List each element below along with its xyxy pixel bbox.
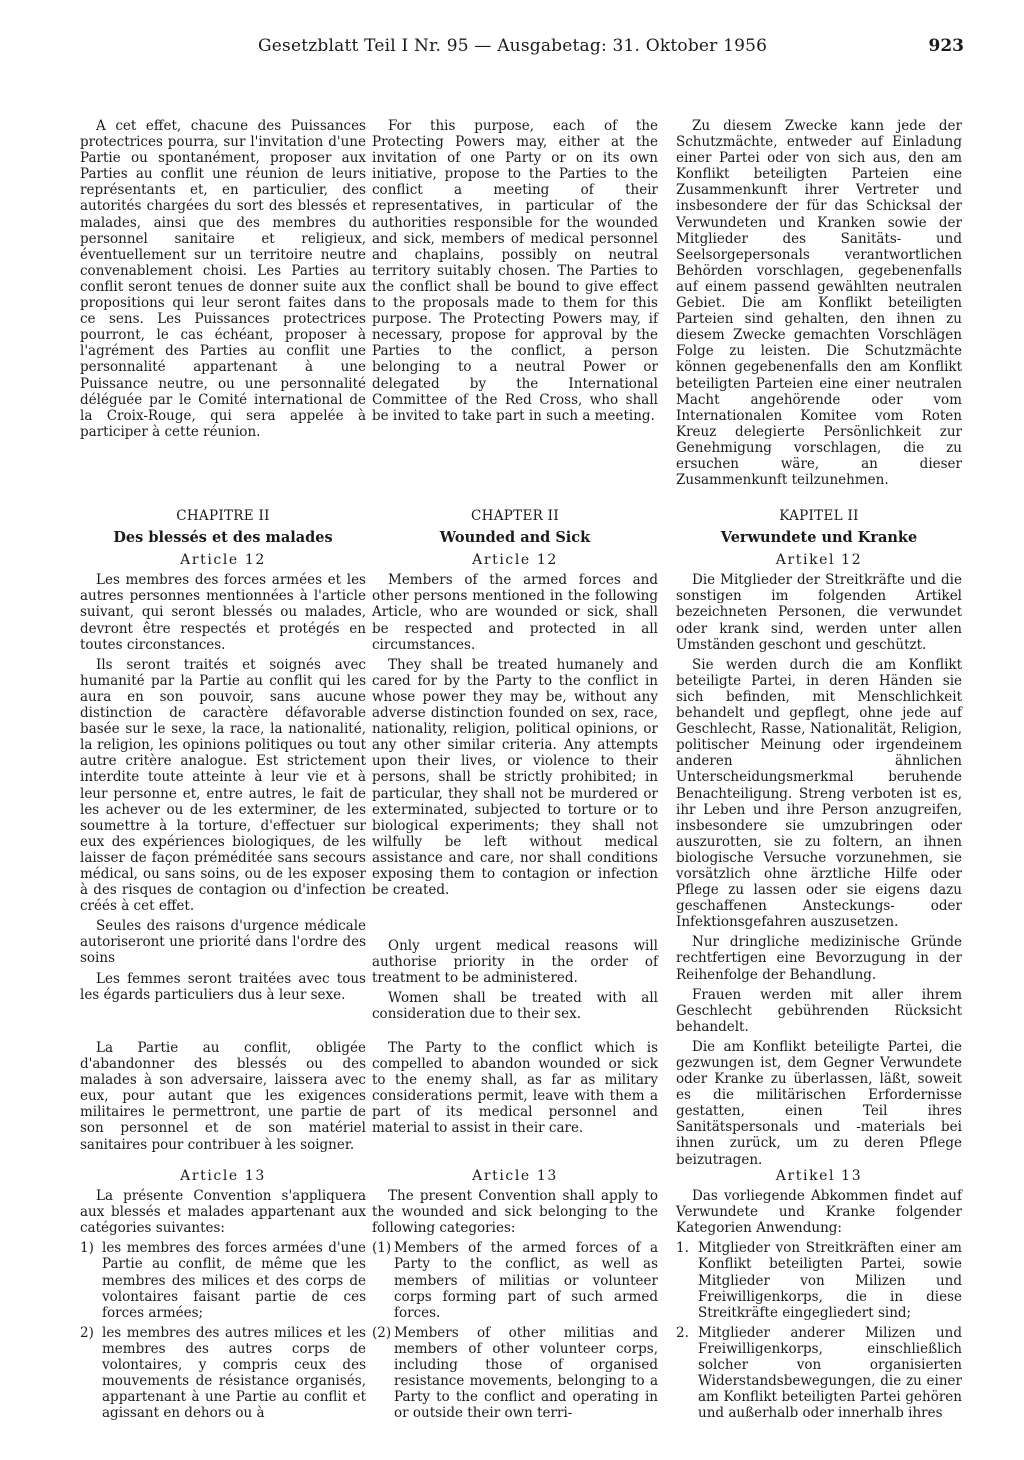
german-chapter-heading: KAPITEL II — [779, 508, 859, 524]
english-article-13-heading: Article 13 — [472, 1168, 558, 1184]
german-intro-block — [676, 118, 962, 492]
german-article-12-heading: Artikel 12 — [775, 552, 863, 569]
english-art12-para4: Women shall be treated with all consideration due to their sex. — [372, 990, 658, 1023]
french-art13-intro: La présente Convention s'appliquera aux blessés et malades appartenant aux catégories suivantes: — [80, 1188, 366, 1237]
english-category-2 — [372, 1325, 658, 1422]
french-article-13-block — [80, 1168, 366, 1425]
french-art12-para5: La Partie au conflit, obligée d'abandonner des blessés ou des malades à son adversaire, laissera avec eux, pour autant que les exigences militaires le permettront, une partie de son personnel et de son matériel sanitaires pour contribuer à les soigner. — [80, 1040, 366, 1153]
english-chapter-block — [372, 508, 658, 902]
german-chapter-block — [676, 508, 962, 1172]
french-intro-block — [80, 118, 366, 444]
german-category-1-text: Mitglieder von Streitkräften einer am Konflikt beteiligten Partei, sowie Mitglieder von Milizen und Freiwilligenkorps, die in diese Streitkräfte eingegliedert sind; — [698, 1240, 962, 1321]
french-intro: A cet effet, chacune des Puissances protectrices pourra, sur l'invitation d'une Partie ou spontanément, proposer aux Parties au conflit une réunion de leurs représentants et, en particulier, des autorités chargées du sort des blessés et malades, ainsi que des membres du personnel sanitaire et religieux, éventuellement sur un territoire neutre convenablement choisi. Les Parties au conflit seront tenues de donner suite aux propositions qui leur seront faites dans ce sens. Les Puissances protectrices pourront, le cas échéant, proposer à l'agrément des Parties au conflit une personnalité appartenant à une Puissance neutre, ou une personnalité déléguée par le Comité international de la Croix-Rouge, qui sera appelée à participer à cette réunion. — [80, 118, 366, 440]
english-art12-para5: The Party to the conflict which is compelled to abandon wounded or sick to the enemy shall, as far as military considerations permit, leave with them a part of its medical personnel and material to assist in their care. — [372, 1040, 658, 1137]
english-art13-intro: The present Convention shall apply to the wounded and sick belonging to the following categories: — [372, 1188, 658, 1237]
english-article-13-block — [372, 1168, 658, 1425]
french-category-1-number: 1) — [80, 1240, 94, 1257]
german-category-2 — [676, 1325, 962, 1422]
page-number: 923 — [928, 36, 964, 56]
english-intro-block — [372, 118, 658, 428]
english-chapter-title: Wounded and Sick — [439, 529, 591, 547]
english-art12-para3: Only urgent medical reasons will authorise priority in the order of treatment to be administered. — [372, 938, 658, 987]
french-art12-para3: Seules des raisons d'urgence médicale autoriseront une priorité dans l'ordre des soins — [80, 918, 366, 967]
french-category-1 — [80, 1240, 366, 1320]
german-chapter-title: Verwundete und Kranke — [720, 529, 918, 547]
english-art12-para5-block — [372, 1040, 658, 1141]
english-category-1-text: Members of the armed forces of a Party to the conflict, as well as members of militias or volunteer corps forming part of such armed forces. — [394, 1240, 658, 1321]
french-chapter-block — [80, 508, 366, 1007]
french-art12-para1: Les membres des forces armées et les autres personnes mentionnées à l'article suivant, qui seront blessés ou malades, devront être respectés et protégés en toutes circonstances. — [80, 572, 366, 653]
french-art12-para4: Les femmes seront traitées avec tous les égards particuliers dus à leur sexe. — [80, 970, 366, 1003]
french-category-2-number: 2) — [80, 1324, 94, 1341]
german-category-1 — [676, 1240, 962, 1320]
english-category-1 — [372, 1240, 658, 1320]
german-article-13-block — [676, 1168, 962, 1425]
french-art12-para2: Ils seront traités et soignés avec humanité par la Partie au conflit qui les aura en son pouvoir, sans aucune distinction de caractère défavorable basée sur le sexe, la race, la nationalité, la religion, les opinions politiques ou tout autre critère analogue. Est strictement interdite toute atteinte à leur vie et à leur personne et, entre autres, le fait de les achever ou de les exterminer, de les soumettre à la torture, d'effectuer sur eux des expériences biologiques, de les laisser de façon préméditée sans secours médical, ou sans soins, ou de les exposer à des risques de contagion ou d'infection créés à cet effet. — [80, 656, 366, 915]
german-art12-para3: Nur dringliche medizinische Gründe rechtfertigen eine Bevorzugung in der Reihenfolge der Behandlung. — [676, 934, 962, 983]
english-article-12-heading: Article 12 — [472, 552, 558, 569]
french-article-12-heading: Article 12 — [180, 552, 266, 569]
english-category-1-number: (1) — [372, 1240, 392, 1257]
page-header — [0, 36, 1024, 64]
german-art12-para1: Die Mitglieder der Streitkräfte und die sonstigen im folgenden Artikel bezeichneten Personen, die verwundet oder krank sind, werden unter allen Umständen geschont und geschützt. — [676, 572, 962, 653]
french-art12-para5-block — [80, 1040, 366, 1157]
german-category-1-number: 1. — [676, 1240, 689, 1257]
german-art13-intro: Das vorliegende Abkommen findet auf Verwundete und Kranke folgender Kategorien Anwendung: — [676, 1188, 962, 1237]
french-chapter-title: Des blessés et des malades — [113, 529, 333, 547]
french-category-1-text: les membres des forces armées d'une Partie au conflit, de même que les membres des milices et des corps de volontaires faisant partie de ces forces armées; — [102, 1240, 366, 1321]
french-category-2 — [80, 1325, 366, 1422]
english-art12-para3-block — [372, 938, 658, 1026]
german-intro: Zu diesem Zwecke kann jede der Schutzmächte, entweder auf Einladung einer Partei oder von sich aus, den am Konflikt beteiligten Parteien eine Zusammenkunft ihrer Vertreter und insbesondere der für das Schicksal der Verwundeten und Kranken sowie der Mitglieder des Sanitäts- und Seelsorgepersonals verantwortlichen Behörden vorschlagen, gegebenenfalls auf einem passend gewählten neutralen Gebiet. Die am Konflikt beteiligten Parteien sind gehalten, den ihnen zu diesem Zwecke gemachten Vorschlägen Folge zu leisten. Die Schutzmächte können gegebenenfalls den am Konflikt beteiligten Parteien eine einer neutralen Macht angehörende oder vom Internationalen Komitee vom Roten Kreuz delegierte Persönlichkeit zur Genehmigung vorschlagen, die zu ersuchen wäre, an dieser Zusammenkunft teilzunehmen. — [676, 118, 962, 489]
german-category-2-text: Mitglieder anderer Milizen und Freiwilligenkorps, einschließlich solcher von organisierten Widerstandsbewegungen, die zu einer am Konflikt beteiligten Partei gehören und außerhalb oder innerhalb ihres — [698, 1324, 962, 1422]
french-article-13-heading: Article 13 — [180, 1168, 266, 1184]
french-chapter-heading: CHAPITRE II — [176, 508, 270, 524]
english-chapter-heading: CHAPTER II — [471, 508, 559, 524]
german-category-2-number: 2. — [676, 1324, 689, 1341]
german-art12-para2: Sie werden durch die am Konflikt beteiligte Partei, in deren Händen sie sich befinden, mit Menschlichkeit behandelt und gepflegt, ohne jede auf Geschlecht, Rasse, Nationalität, Religion, politischer Meinung oder irgendeinem anderen ähnlichen Unterscheidungsmerkmal beruhende Benachteiligung. Streng verboten ist es, ihr Leben und ihre Person anzugreifen, insbesondere sie umzubringen oder auszurotten, sie zu foltern, an ihnen biologische Versuche vorzunehmen, sie vorsätzlich ohne ärztliche Hilfe oder Pflege zu lassen oder sie eigens dazu geschaffenen Ansteckungs- oder Infektionsgefahren auszusetzen. — [676, 656, 962, 931]
german-art12-para5: Die am Konflikt beteiligte Partei, die gezwungen ist, dem Gegner Verwundete oder Kranke zu überlassen, läßt, soweit es die militärischen Erfordernisse gestatten, einen Teil ihres Sanitätspersonals und -materials bei ihnen zurück, um zu deren Pflege beizutragen. — [676, 1038, 962, 1168]
german-article-13-heading: Artikel 13 — [775, 1168, 863, 1184]
french-category-2-text: les membres des autres milices et les membres des autres corps de volontaires, y compris ceux des mouvements de résistance organisés, appartenant à une Partie au conflit et agissant en dehors ou à — [102, 1324, 366, 1422]
english-art12-para2: They shall be treated humanely and cared for by the Party to the conflict in whose power they may be, without any adverse distinction founded on sex, race, nationality, religion, political opinions, or any other similar criteria. Any attempts upon their lives, or violence to their persons, shall be strictly prohibited; in particular, they shall not be murdered or exterminated, subjected to torture or to biological experiments; they shall not wilfully be left without medical assistance and care, nor shall conditions exposing them to contagion or infection be created. — [372, 656, 658, 899]
german-art12-para4: Frauen werden mit aller ihrem Geschlecht gebührenden Rücksicht behandelt. — [676, 986, 962, 1035]
english-category-2-number: (2) — [372, 1324, 392, 1341]
english-art12-para1: Members of the armed forces and other persons mentioned in the following Article, who are wounded or sick, shall be respected and protected in all circumstances. — [372, 572, 658, 653]
english-category-2-text: Members of other militias and members of other volunteer corps, including those of organised resistance movements, belonging to a Party to the conflict and operating in or outside their own terri- — [394, 1324, 658, 1422]
gazette-title: Gesetzblatt Teil I Nr. 95 — Ausgabetag: 31. Oktober 1956 — [258, 36, 768, 56]
english-intro: For this purpose, each of the Protecting Powers may, either at the invitation of one Party or on its own initiative, propose to the Parties to the conflict a meeting of their representatives, in particular of the authorities responsible for the wounded and sick, members of medical personnel and chaplains, possibly on neutral territory suitably chosen. The Parties to the conflict shall be bound to give effect to the proposals made to them for this purpose. The Protecting Powers may, if necessary, propose for approval by the Parties to the conflict, a person belonging to a neutral Power or delegated by the International Committee of the Red Cross, who shall be invited to take part in such a meeting. — [372, 118, 658, 424]
